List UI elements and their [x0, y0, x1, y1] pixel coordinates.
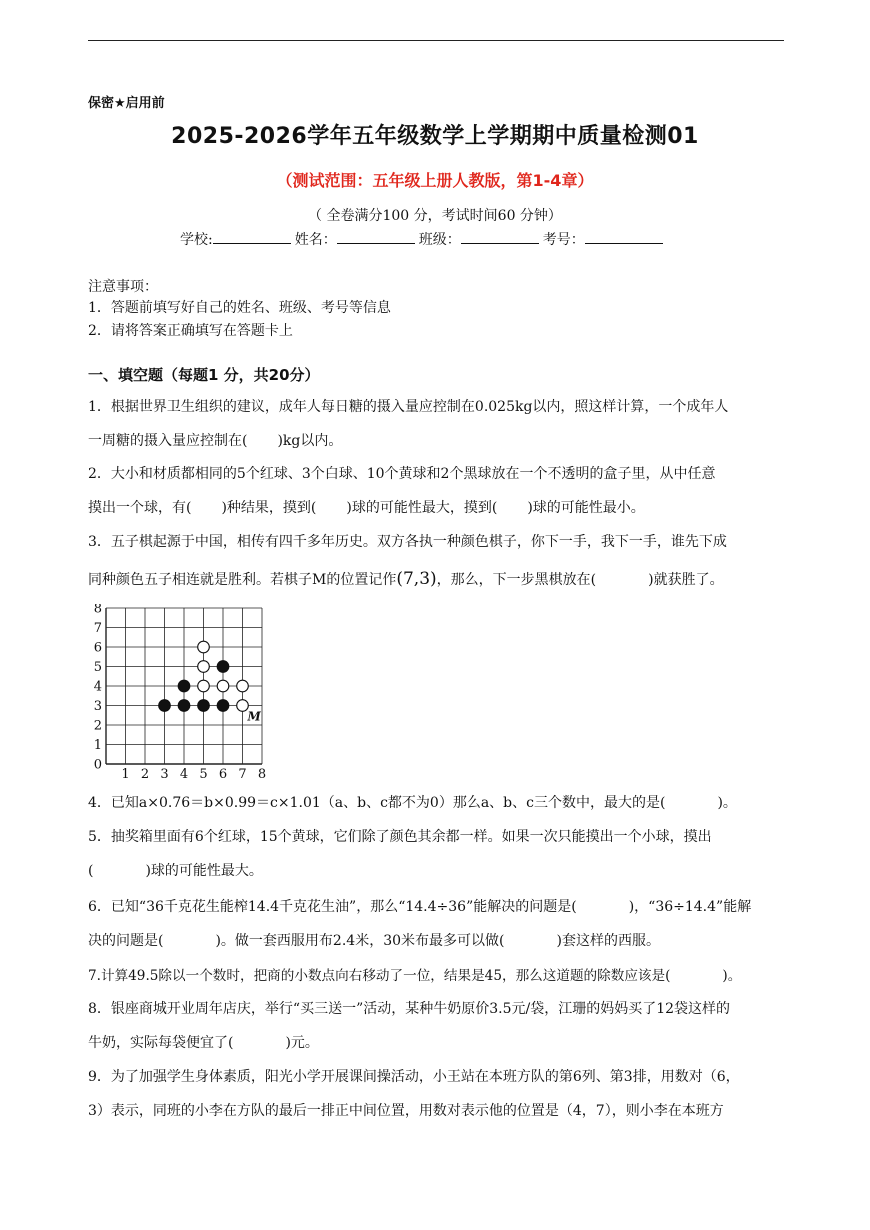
question-5-line-2: ( )球的可能性最大。 — [88, 863, 263, 879]
x-tick-label: 4 — [179, 767, 189, 782]
question-1-line-2: 一周糖的摄入量应控制在( )kg以内。 — [88, 433, 343, 449]
question-9-line-1: 9．为了加强学生身体素质，阳光小学开展课间操活动，小王站在本班方队的第6列、第3排，用数对（6， — [88, 1069, 740, 1085]
y-tick-label: 2 — [93, 718, 102, 734]
black-stone — [198, 700, 210, 712]
question-7: 7.计算49.5除以一个数时，把商的小数点向右移动了一位，结果是45，那么这道题的除数应该是( )。 — [88, 968, 742, 984]
coordinate-m: (7,3) — [396, 569, 437, 589]
confidential-label: 保密★启用前 — [88, 96, 165, 111]
section-title: 一、填空题（每题1 分，共20分） — [88, 366, 320, 384]
x-tick-label: 5 — [199, 767, 208, 782]
white-stone — [198, 661, 210, 673]
black-stone — [178, 680, 190, 692]
white-stone — [217, 680, 229, 692]
question-5-line-1: 5．抽奖箱里面有6个红球，15个黄球，它们除了颜色其余都一样。如果一次只能摸出一个小球，摸出 — [88, 829, 712, 845]
exam-no-label: 考号： — [542, 232, 585, 248]
full-mark-info: （ 全卷满分100 分，考试时间60 分钟） — [308, 208, 562, 224]
question-8-line-2: 牛奶，实际每袋便宜了( )元。 — [88, 1035, 319, 1051]
question-2-line-2: 摸出一个球，有( )种结果，摸到( )球的可能性最大，摸到( )球的可能性最小。 — [88, 500, 645, 516]
question-3-line-2: 同种颜色五子相连就是胜利。若棋子M的位置记作(7,3)，那么，下一步黑棋放在( )就获胜了。 — [88, 569, 724, 589]
class-blank[interactable] — [461, 229, 539, 244]
name-blank[interactable] — [337, 229, 415, 244]
y-tick-label: 5 — [93, 660, 102, 675]
y-tick-label: 4 — [93, 679, 102, 695]
y-tick-label: 0 — [93, 757, 102, 773]
x-tick-label: 6 — [218, 767, 228, 782]
class-label: 班级： — [418, 232, 461, 248]
black-stone — [178, 700, 190, 712]
x-tick-label: 8 — [257, 767, 266, 782]
school-blank[interactable] — [213, 229, 291, 244]
gomoku-board — [86, 604, 266, 782]
question-6-line-2: 决的问题是( )。做一套西服用布2.4米，30米布最多可以做( )套这样的西服。 — [88, 933, 660, 949]
notes-title: 注意事项： — [88, 279, 158, 295]
x-tick-label: 1 — [121, 767, 130, 782]
white-stone — [198, 641, 210, 653]
black-stone — [159, 700, 171, 712]
question-1-line-1: 1．根据世界卫生组织的建议，成年人每日糖的摄入量应控制在0.025kg以内，照这样计算，一个成年人 — [88, 399, 729, 415]
y-tick-label: 3 — [93, 699, 102, 714]
question-6-line-1: 6．已知“36千克花生能榨14.4千克花生油”，那么“14.4÷36”能解决的问题是( )，“36÷14.4”能解 — [88, 899, 752, 915]
name-label: 姓名： — [294, 232, 337, 248]
y-tick-label: 7 — [93, 621, 102, 636]
header-rule — [88, 40, 784, 41]
school-label: 学校: — [180, 232, 213, 248]
exam-no-blank[interactable] — [585, 229, 663, 244]
marker-label: M — [247, 709, 261, 724]
test-scope: （测试范围：五年级上册人教版，第1-4章） — [276, 171, 594, 190]
question-9-line-2: 3）表示，同班的小李在方队的最后一排正中间位置，用数对表示他的位置是（4，7），则小李在本班方 — [88, 1103, 724, 1119]
y-tick-label: 6 — [93, 640, 102, 656]
black-stone — [217, 700, 229, 712]
x-tick-label: 3 — [160, 767, 169, 782]
question-4: 4．已知a×0.76＝b×0.99＝c×1.01（a、b、c都不为0）那么a、b、c三个数中，最大的是( )。 — [88, 795, 737, 811]
x-tick-label: 2 — [140, 767, 150, 782]
question-8-line-1: 8．银座商城开业周年店庆，举行“买三送一”活动，某种牛奶原价3.5元/袋，江珊的妈妈买了12袋这样的 — [88, 1001, 731, 1017]
gomoku-board-svg — [86, 604, 266, 782]
black-stone — [217, 661, 229, 673]
student-info-row — [180, 229, 667, 249]
note-item: 2．请将答案正确填写在答题卡上 — [88, 323, 293, 339]
page-title: 2025-2026学年五年级数学上学期期中质量检测01 — [171, 124, 699, 149]
white-stone — [198, 680, 210, 692]
question-2-line-1: 2．大小和材质都相同的5个红球、3个白球、10个黄球和2个黑球放在一个不透明的盒子里，从中任意 — [88, 466, 716, 482]
y-tick-label: 8 — [93, 604, 102, 617]
white-stone — [237, 680, 249, 692]
y-tick-label: 1 — [93, 738, 102, 753]
question-3-line-1: 3．五子棋起源于中国，相传有四千多年历史。双方各执一种颜色棋子，你下一手，我下一手，谁先下成 — [88, 534, 727, 550]
note-item: 1．答题前填写好自己的姓名、班级、考号等信息 — [88, 300, 391, 316]
x-tick-label: 7 — [238, 767, 247, 782]
